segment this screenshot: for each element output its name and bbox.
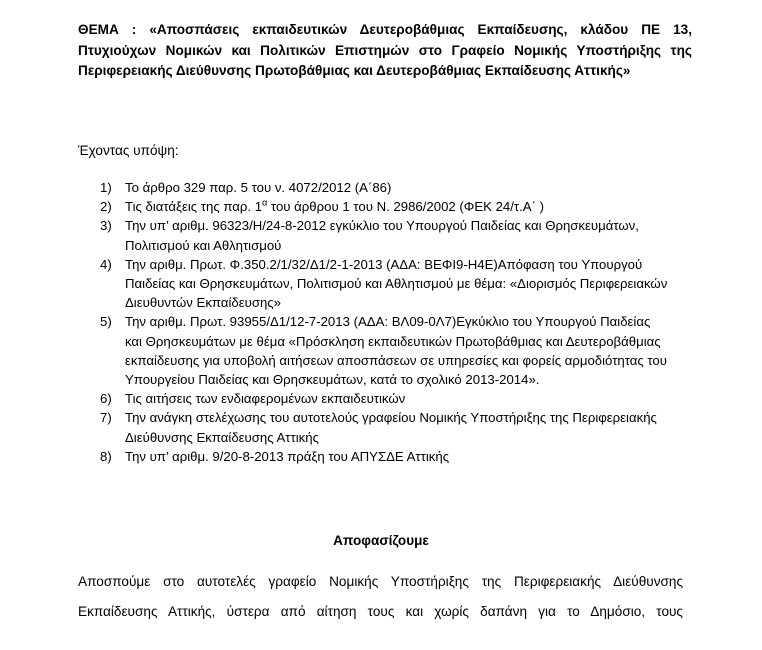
considerations-intro: Έχοντας υπόψη:	[78, 143, 179, 158]
list-item	[100, 389, 670, 408]
list-item	[100, 197, 670, 216]
body-line: Αποσπούμε στο αυτοτελές γραφείο Νομικής Υποστήριξης της Περιφερειακής Διεύθυνσης	[78, 574, 683, 589]
list-item-number: 7)	[100, 410, 112, 426]
list-item-number: 6)	[100, 391, 112, 407]
list-item-number: 8)	[100, 448, 112, 464]
list-item-text: Την ανάγκη στελέχωσης του αυτοτελούς γραφείου Νομικής Υποστήριξης της Περιφερειακής Διεύθυνσης Εκπαίδευσης Αττικής	[125, 410, 657, 445]
list-item-number: 3)	[100, 218, 112, 234]
list-item-text: Τις αιτήσεις των ενδιαφερομένων εκπαιδευτικών	[125, 391, 406, 407]
decision-body	[78, 567, 683, 627]
decision-heading: Αποφασίζουμε	[333, 533, 429, 548]
list-item-text: Την υπ’ αριθμ. 96323/Η/24-8-2012 εγκύκλιο του Υπουργού Παιδείας και Θρησκευμάτων, Πολιτισμού και Αθλητισμού	[125, 218, 639, 253]
list-item-text: Τις διατάξεις της παρ. 1	[125, 199, 263, 215]
list-item	[100, 408, 670, 446]
subject-heading: ΘΕΜΑ : «Αποσπάσεις εκπαιδευτικών Δευτεροβάθμιας Εκπαίδευσης, κλάδου ΠΕ 13, Πτυχιούχων Νομικών και Πολιτικών Επιστημών στο Γραφείο Νομικής Υποστήριξης της Περιφερειακής Διεύθυνσης Πρωτοβάθμιας και Δευτεροβάθμιας Εκπαίδευσης Αττικής»	[78, 22, 692, 78]
list-item	[100, 312, 670, 389]
list-item-text: Την υπ’ αριθμ. 9/20-8-2013 πράξη του ΑΠΥΣΔΕ Αττικής	[125, 448, 450, 464]
list-item	[100, 178, 670, 197]
list-item-number: 5)	[100, 314, 112, 330]
list-item	[100, 255, 670, 313]
list-item-text: Την αριθμ. Πρωτ. Φ.350.2/1/32/Δ1/2-1-2013 (ΑΔΑ: ΒΕΦΙ9-Η4Ε)Απόφαση του Υπουργού Παιδείας και Θρησκευμάτων, Πολιτισμού και Αθλητισμού με θέμα: «Διορισμός Περιφερειακών Διευθυντών Εκπαίδευσης»	[125, 256, 668, 311]
superscript: α	[262, 197, 268, 208]
considerations-list	[100, 178, 670, 466]
body-line: Εκπαίδευσης Αττικής, ύστερα από αίτηση τους και χωρίς δαπάνη για το Δημόσιο, τους	[78, 604, 683, 619]
list-item	[100, 216, 670, 254]
list-item-number: 4)	[100, 256, 112, 272]
list-item-text-continued: του άρθρου 1 του Ν. 2986/2002 (ΦΕΚ 24/τ.Α΄ )	[267, 199, 545, 215]
list-item-text: Το άρθρο 329 παρ. 5 του ν. 4072/2012 (Α΄86)	[125, 180, 392, 195]
list-item-text: Την αριθμ. Πρωτ. 93955/Δ1/12-7-2013 (ΑΔΑ: ΒΛ09-0Λ7)Εγκύκλιο του Υπουργού Παιδείας και Θρησκευμάτων με θέμα «Πρόσκληση εκπαιδευτικών Πρωτοβάθμιας και Δευτεροβάθμιας εκπαίδευσης για υποβολή αιτήσεων αποσπάσεων σε υπηρεσίες και φορείς αρμοδιότητας του Υπουργείου Παιδείας και Θρησκευμάτων, κατά το σχολικό 2013-2014».	[125, 314, 667, 388]
list-item-number: 2)	[100, 199, 112, 215]
list-item	[100, 447, 670, 466]
list-item-number: 1)	[100, 180, 112, 195]
